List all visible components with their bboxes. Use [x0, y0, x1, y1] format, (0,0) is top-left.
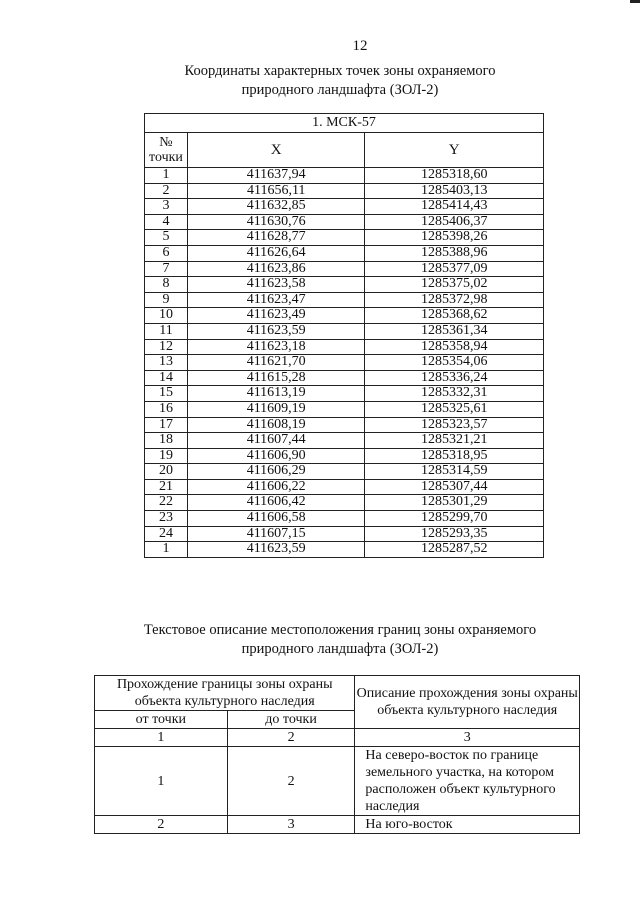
coords-row	[145, 464, 544, 480]
header-to-point: до точки	[227, 711, 355, 729]
coords-row	[145, 168, 544, 184]
point-number-cell: 17	[145, 417, 188, 433]
point-number-cell: 24	[145, 526, 188, 542]
coords-title-line2: природного ландшафта (ЗОЛ-2)	[241, 82, 439, 98]
description-title-line2: природного ландшафта (ЗОЛ-2)	[241, 641, 439, 657]
x-value-cell: 411607,44	[187, 433, 365, 449]
y-value-cell: 1285332,31	[365, 386, 544, 402]
point-number-cell: 1	[145, 542, 188, 558]
x-value-cell: 411606,29	[187, 464, 365, 480]
y-value-cell: 1285318,95	[365, 448, 544, 464]
y-value-cell: 1285398,26	[365, 230, 544, 246]
point-number-cell: 23	[145, 511, 188, 527]
coords-row	[145, 526, 544, 542]
x-value-cell: 411623,86	[187, 261, 365, 277]
col-header-x: X	[187, 133, 365, 168]
point-number-cell: 21	[145, 479, 188, 495]
y-value-cell: 1285403,13	[365, 183, 544, 199]
x-value-cell: 411609,19	[187, 401, 365, 417]
page-number: 12	[352, 38, 368, 54]
y-value-cell: 1285318,60	[365, 168, 544, 184]
coords-system: 1. МСК-57	[145, 114, 544, 133]
point-number-cell: 15	[145, 386, 188, 402]
to-point-cell: 2	[227, 747, 355, 816]
y-value-cell: 1285377,09	[365, 261, 544, 277]
x-value-cell: 411630,76	[187, 214, 365, 230]
description-table	[94, 675, 580, 834]
description-row	[95, 816, 580, 834]
coords-row	[145, 355, 544, 371]
point-number-cell: 19	[145, 448, 188, 464]
y-value-cell: 1285336,24	[365, 370, 544, 386]
point-number-cell: 18	[145, 433, 188, 449]
y-value-cell: 1285323,57	[365, 417, 544, 433]
header-from-point: от точки	[95, 711, 228, 729]
y-value-cell: 1285368,62	[365, 308, 544, 324]
point-number-cell: 8	[145, 277, 188, 293]
y-value-cell: 1285287,52	[365, 542, 544, 558]
x-value-cell: 411606,90	[187, 448, 365, 464]
description-title	[130, 621, 550, 659]
x-value-cell: 411626,64	[187, 245, 365, 261]
point-number-cell: 14	[145, 370, 188, 386]
point-number-cell: 5	[145, 230, 188, 246]
x-value-cell: 411607,15	[187, 526, 365, 542]
header-boundary-passage: Прохождение границы зоны охраны объекта культурного наследия	[95, 676, 355, 711]
passage-description-cell: На юго-восток	[355, 816, 580, 834]
point-number-cell: 1	[145, 168, 188, 184]
x-value-cell: 411623,18	[187, 339, 365, 355]
x-value-cell: 411613,19	[187, 386, 365, 402]
passage-description-cell: На северо-восток по границе земельного участка, на котором расположен объект культурного наследия	[355, 747, 580, 816]
point-number-cell: 2	[145, 183, 188, 199]
y-value-cell: 1285314,59	[365, 464, 544, 480]
point-number-cell: 20	[145, 464, 188, 480]
from-point-cell: 1	[95, 747, 228, 816]
coords-table	[144, 113, 544, 558]
x-value-cell: 411623,47	[187, 292, 365, 308]
x-value-cell: 411623,49	[187, 308, 365, 324]
coords-row	[145, 261, 544, 277]
x-value-cell: 411628,77	[187, 230, 365, 246]
coords-title	[150, 62, 530, 100]
description-title-line1: Текстовое описание местоположения границ зоны охраняемого	[143, 622, 537, 638]
y-value-cell: 1285406,37	[365, 214, 544, 230]
to-point-cell: 3	[227, 816, 355, 834]
y-value-cell: 1285388,96	[365, 245, 544, 261]
header-passage-description: Описание прохождения зоны охраны объекта культурного наследия	[355, 676, 580, 729]
x-value-cell: 411621,70	[187, 355, 365, 371]
header-number-2: 2	[227, 729, 355, 747]
point-number-cell: 12	[145, 339, 188, 355]
y-value-cell: 1285372,98	[365, 292, 544, 308]
y-value-cell: 1285414,43	[365, 199, 544, 215]
y-value-cell: 1285293,35	[365, 526, 544, 542]
x-value-cell: 411623,59	[187, 542, 365, 558]
point-number-cell: 9	[145, 292, 188, 308]
from-point-cell: 2	[95, 816, 228, 834]
coords-row	[145, 370, 544, 386]
coords-row	[145, 199, 544, 215]
y-value-cell: 1285299,70	[365, 511, 544, 527]
y-value-cell: 1285307,44	[365, 479, 544, 495]
col-header-number: № точки	[145, 133, 188, 168]
coords-row	[145, 479, 544, 495]
coords-row	[145, 448, 544, 464]
coords-row	[145, 339, 544, 355]
x-value-cell: 411632,85	[187, 199, 365, 215]
x-value-cell: 411606,22	[187, 479, 365, 495]
point-number-cell: 13	[145, 355, 188, 371]
coords-title-line1: Координаты характерных точек зоны охраняемого	[184, 63, 496, 79]
x-value-cell: 411656,11	[187, 183, 365, 199]
coords-row	[145, 386, 544, 402]
y-value-cell: 1285361,34	[365, 323, 544, 339]
coords-row	[145, 433, 544, 449]
col-header-y: Y	[365, 133, 544, 168]
y-value-cell: 1285358,94	[365, 339, 544, 355]
coords-row	[145, 277, 544, 293]
point-number-cell: 6	[145, 245, 188, 261]
x-value-cell: 411637,94	[187, 168, 365, 184]
x-value-cell: 411606,58	[187, 511, 365, 527]
coords-row	[145, 230, 544, 246]
point-number-cell: 4	[145, 214, 188, 230]
point-number-cell: 3	[145, 199, 188, 215]
coords-row	[145, 308, 544, 324]
description-row	[95, 747, 580, 816]
header-number-3: 3	[355, 729, 580, 747]
point-number-cell: 11	[145, 323, 188, 339]
x-value-cell: 411623,58	[187, 277, 365, 293]
x-value-cell: 411615,28	[187, 370, 365, 386]
y-value-cell: 1285301,29	[365, 495, 544, 511]
header-number-1: 1	[95, 729, 228, 747]
coords-row	[145, 292, 544, 308]
coords-row	[145, 214, 544, 230]
point-number-cell: 22	[145, 495, 188, 511]
coords-row	[145, 511, 544, 527]
y-value-cell: 1285321,21	[365, 433, 544, 449]
x-value-cell: 411623,59	[187, 323, 365, 339]
point-number-cell: 7	[145, 261, 188, 277]
coords-row	[145, 542, 544, 558]
coords-row	[145, 495, 544, 511]
y-value-cell: 1285375,02	[365, 277, 544, 293]
x-value-cell: 411608,19	[187, 417, 365, 433]
coords-row	[145, 183, 544, 199]
y-value-cell: 1285354,06	[365, 355, 544, 371]
coords-row	[145, 245, 544, 261]
point-number-cell: 10	[145, 308, 188, 324]
y-value-cell: 1285325,61	[365, 401, 544, 417]
coords-row	[145, 401, 544, 417]
point-number-cell: 16	[145, 401, 188, 417]
corner-mark	[630, 0, 640, 3]
x-value-cell: 411606,42	[187, 495, 365, 511]
coords-row	[145, 417, 544, 433]
coords-row	[145, 323, 544, 339]
